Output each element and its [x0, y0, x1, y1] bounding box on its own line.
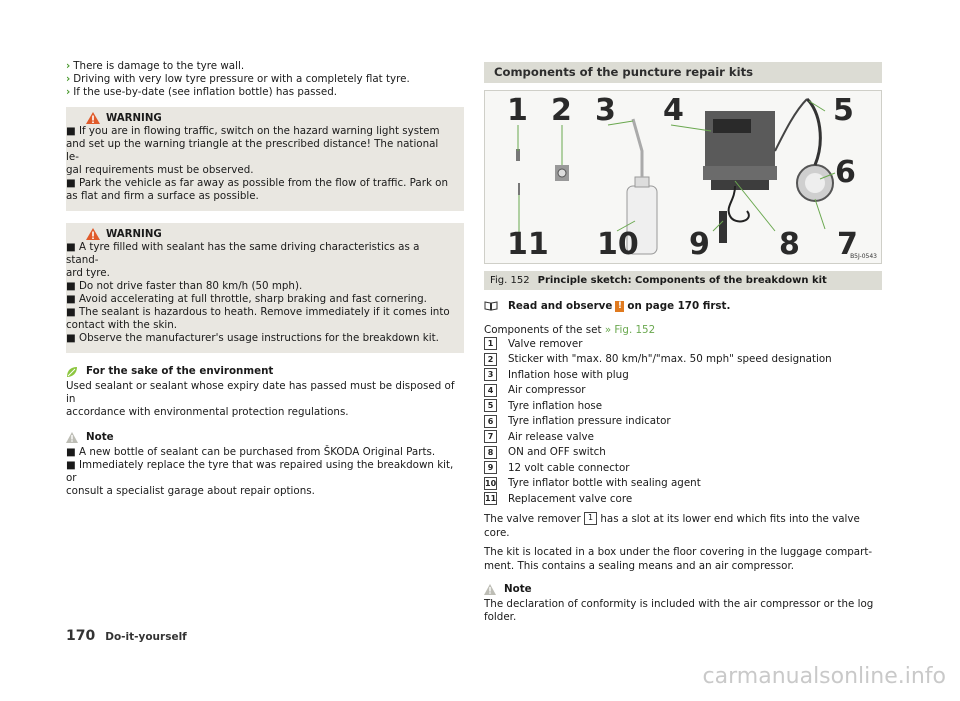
watermark: carmanualsonline.info	[702, 664, 946, 689]
list-item	[484, 383, 882, 399]
warning-triangle-icon	[86, 112, 100, 124]
list-item	[484, 414, 882, 430]
note-line: ■ A new bottle of sealant can be purchased from ŠKODA Original Parts.	[66, 446, 436, 458]
warning-line: ard tyre.	[66, 267, 110, 279]
list-item	[484, 491, 882, 507]
item-label: Tyre inflation hose	[508, 399, 603, 412]
item-number-badge: 11	[485, 494, 497, 504]
page-footer	[66, 628, 187, 644]
list-item	[484, 460, 882, 476]
figure-caption	[484, 271, 882, 290]
note-title: Note	[86, 431, 114, 443]
item-label: ON and OFF switch	[508, 446, 606, 459]
components-heading-text: Components of the set	[484, 324, 602, 336]
components-heading	[484, 324, 882, 336]
item-number-badge: 4	[484, 384, 497, 397]
inline-item-badge: 1	[584, 512, 597, 525]
note-line: The declaration of conformity is included with the air compressor or the log	[484, 597, 874, 610]
figure-label-7: 7	[837, 227, 858, 262]
note-triangle-icon	[66, 432, 78, 443]
figure-code: B5J-0543	[850, 253, 877, 260]
list-item-text: There is damage to the tyre wall.	[73, 60, 245, 72]
item-number-badge: 9	[484, 461, 497, 474]
note-heading	[484, 583, 882, 596]
list-item	[66, 86, 464, 99]
figure-label-6: 6	[835, 155, 856, 190]
right-column	[484, 62, 882, 624]
kit-location-paragraph	[484, 545, 882, 573]
figure-label-2: 2	[551, 93, 572, 128]
figure-label-10: 10	[597, 227, 639, 262]
list-item	[66, 73, 464, 86]
list-item	[484, 336, 882, 352]
figure-label-9: 9	[689, 227, 710, 262]
figure-number: Fig. 152	[490, 275, 530, 286]
list-item-text: Driving with very low tyre pressure or with a completely flat tyre.	[73, 73, 410, 85]
figure-label-3: 3	[595, 93, 616, 128]
list-item-text: If the use-by-date (see inflation bottle) has passed.	[73, 86, 338, 98]
warning-heading	[66, 227, 450, 241]
item-number-badge: 8	[484, 446, 497, 459]
list-item	[484, 429, 882, 445]
list-item	[66, 60, 464, 73]
note-title: Note	[504, 582, 532, 595]
figure-label-4: 4	[663, 93, 684, 128]
item-label: Tyre inflation pressure indicator	[508, 415, 671, 428]
read-observe-text: Read and observe	[508, 300, 613, 312]
warning-line: ■ Observe the manufacturer's usage instructions for the breakdown kit.	[66, 332, 439, 344]
kit-figure	[484, 90, 882, 264]
environment-note	[66, 365, 464, 419]
warning-line: ■ If you are in flowing traffic, switch on the hazard warning light system	[66, 125, 440, 137]
left-column	[66, 60, 464, 498]
list-item	[484, 445, 882, 461]
item-label: 12 volt cable connector	[508, 461, 630, 474]
figure-label-1: 1	[507, 93, 528, 128]
item-number-badge: 5	[484, 399, 497, 412]
note-box	[66, 431, 464, 498]
list-item	[484, 367, 882, 383]
condition-list	[66, 60, 464, 99]
warning-body	[66, 125, 450, 203]
environment-heading	[66, 365, 464, 378]
footer-section-title: Do-it-yourself	[105, 631, 187, 643]
list-item	[484, 398, 882, 414]
section-title: Components of the puncture repair kits	[484, 62, 882, 83]
figure-label-5: 5	[833, 93, 854, 128]
warning-title: WARNING	[106, 228, 162, 240]
warning-triangle-icon	[86, 228, 100, 240]
note-line: folder.	[484, 610, 517, 623]
warning-line: ■ Avoid accelerating at full throttle, sharp braking and fast cornering.	[66, 293, 427, 305]
warning-ref-icon[interactable]: !	[615, 301, 624, 312]
warning-heading	[66, 111, 450, 125]
paragraph-line: The kit is located in a box under the floor covering in the luggage compart-	[484, 545, 873, 558]
warning-line: ■ Do not drive faster than 80 km/h (50 mph).	[66, 280, 303, 292]
note-heading	[66, 431, 464, 444]
environment-line: Used sealant or sealant whose expiry date has passed must be disposed of in	[66, 380, 455, 405]
warning-line: as flat and firm a surface as possible.	[66, 190, 259, 202]
warning-line: ■ Park the vehicle as far away as possible from the flow of traffic. Park on	[66, 177, 448, 189]
warning-line: ■ The sealant is hazardous to heath. Remove immediately if it comes into	[66, 306, 450, 318]
warning-box-1	[66, 107, 464, 211]
item-number-badge: 3	[484, 368, 497, 381]
list-item	[484, 476, 882, 492]
item-label: Tyre inflator bottle with sealing agent	[508, 477, 701, 490]
environment-title: For the sake of the environment	[86, 365, 274, 377]
book-icon	[484, 301, 498, 311]
figure-label-8: 8	[779, 227, 800, 262]
list-item	[484, 352, 882, 368]
note-line: consult a specialist garage about repair options.	[66, 485, 315, 497]
page-number: 170	[66, 628, 96, 644]
chevron-icon: ›	[66, 73, 71, 85]
item-label: Replacement valve core	[508, 492, 633, 505]
item-label: Air compressor	[508, 384, 586, 397]
note-box-2	[484, 583, 882, 624]
warning-line: gal requirements must be observed.	[66, 164, 254, 176]
leaf-icon	[66, 366, 78, 378]
figure-caption-text: Principle sketch: Components of the breakdown kit	[537, 275, 827, 286]
item-number-badge: 10	[485, 478, 497, 488]
warning-body	[66, 241, 450, 345]
item-label: Valve remover	[508, 337, 583, 350]
figure-ref-link[interactable]: » Fig. 152	[604, 324, 656, 336]
warning-line: ■ A tyre filled with sealant has the same driving characteristics as a stand-	[66, 241, 420, 266]
item-number-badge: 1	[484, 337, 497, 350]
environment-line: accordance with environmental protection regulations.	[66, 406, 349, 418]
components-list	[484, 336, 882, 507]
item-number-badge: 2	[484, 353, 497, 366]
item-label: Inflation hose with plug	[508, 368, 629, 381]
item-number-badge: 7	[484, 430, 497, 443]
paragraph-text: has a slot at its lower end which fits into the valve core.	[484, 512, 860, 539]
item-label: Sticker with "max. 80 km/h"/"max. 50 mph" speed designation	[508, 353, 832, 366]
warning-line: contact with the skin.	[66, 319, 178, 331]
chevron-icon: ›	[66, 60, 71, 72]
note-triangle-icon	[484, 584, 496, 595]
item-label: Air release valve	[508, 430, 594, 443]
paragraph-text: The valve remover	[484, 512, 581, 525]
warning-box-2	[66, 223, 464, 353]
warning-line: and set up the warning triangle at the prescribed distance! The national le-	[66, 138, 439, 163]
item-number-badge: 6	[484, 415, 497, 428]
chevron-icon: ›	[66, 86, 71, 98]
valve-remover-paragraph	[484, 512, 882, 540]
note-line: ■ Immediately replace the tyre that was repaired using the breakdown kit, or	[66, 459, 454, 484]
read-observe	[484, 300, 882, 312]
warning-title: WARNING	[106, 112, 162, 124]
paragraph-line: ment. This contains a sealing means and an air compressor.	[484, 559, 795, 572]
read-observe-page-link[interactable]: on page 170 first.	[627, 300, 731, 312]
figure-label-11: 11	[507, 227, 549, 262]
